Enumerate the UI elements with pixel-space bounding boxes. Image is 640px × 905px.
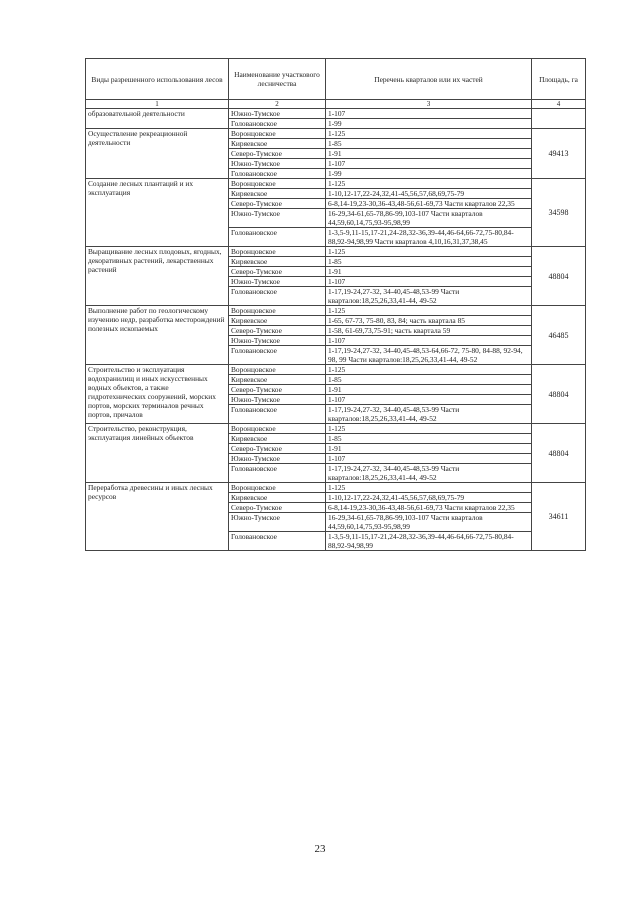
use-type-cell: Выполнение работ по геологическому изучению недр, разработка месторождений полезных ископаемых xyxy=(86,306,229,365)
district-cell: Киряевское xyxy=(229,434,326,444)
quarters-cell: 1-65, 67-73, 75-80, 83, 84; часть квартала 85 xyxy=(326,316,532,326)
table-row xyxy=(86,365,586,375)
use-type-cell: Строительство и эксплуатация водохранилищ и иных искусственных водных объектов, а также гидротехнических сооружений, морских портов, морских терминалов речных портов, причалов xyxy=(86,365,229,424)
table-row xyxy=(86,424,586,434)
table-row xyxy=(86,306,586,316)
column-number: 2 xyxy=(229,100,326,109)
quarters-cell: 1-125 xyxy=(326,247,532,257)
use-type-cell: образовательной деятельности xyxy=(86,109,229,129)
table-row xyxy=(86,247,586,257)
header-use-type: Виды разрешенного использования лесов xyxy=(86,59,229,100)
district-cell: Голованoвское xyxy=(229,532,326,551)
quarters-cell: 16-29,34-61,65-78,86-99,103-107 Части кварталов 44,59,60,14,75,93-95,98,99 xyxy=(326,513,532,532)
quarters-cell: 1-107 xyxy=(326,454,532,464)
district-cell: Киряевское xyxy=(229,316,326,326)
district-cell: Воронцовское xyxy=(229,365,326,375)
header-area: Площадь, га xyxy=(532,59,586,100)
district-cell: Южно-Тумское xyxy=(229,209,326,228)
quarters-cell: 1-107 xyxy=(326,336,532,346)
quarters-cell: 1-107 xyxy=(326,395,532,405)
district-cell: Воронцовское xyxy=(229,424,326,434)
district-cell: Южно-Тумское xyxy=(229,454,326,464)
district-cell: Южно-Тумское xyxy=(229,513,326,532)
area-cell xyxy=(532,109,586,129)
district-cell: Голованoвское xyxy=(229,169,326,179)
district-cell: Южно-Тумское xyxy=(229,336,326,346)
quarters-cell: 1-17,19-24,27-32, 34-40,45-48,53-99 Части кварталов:18,25,26,33,41-44, 49-52 xyxy=(326,405,532,424)
district-cell: Северо-Тумское xyxy=(229,199,326,209)
quarters-cell: 1-125 xyxy=(326,129,532,139)
page-number: 23 xyxy=(314,843,326,855)
district-cell: Южно-Тумское xyxy=(229,159,326,169)
use-type-cell: Осуществление рекреационной деятельности xyxy=(86,129,229,179)
district-cell: Воронцовское xyxy=(229,129,326,139)
district-cell: Воронцовское xyxy=(229,247,326,257)
table-row xyxy=(86,483,586,493)
district-cell: Воронцовское xyxy=(229,179,326,189)
quarters-cell: 6-8,14-19,23-30,36-43,48-56,61-69,73 Части кварталов 22,35 xyxy=(326,199,532,209)
district-cell: Южно-Тумское xyxy=(229,277,326,287)
quarters-cell: 1-125 xyxy=(326,483,532,493)
use-type-cell: Выращивание лесных плодовых, ягодных, декоративных растений, лекарственных растений xyxy=(86,247,229,306)
use-type-cell: Переработка древесины и иных лесных ресурсов xyxy=(86,483,229,551)
district-cell: Киряевское xyxy=(229,257,326,267)
district-cell: Южно-Тумское xyxy=(229,109,326,119)
district-cell: Киряевское xyxy=(229,139,326,149)
table-row xyxy=(86,109,586,119)
quarters-cell: 6-8,14-19,23-30,36-43,48-56,61-69,73 Части кварталов 22,35 xyxy=(326,503,532,513)
quarters-cell: 1-85 xyxy=(326,434,532,444)
quarters-cell: 1-125 xyxy=(326,306,532,316)
quarters-cell: 1-85 xyxy=(326,375,532,385)
table-row xyxy=(86,179,586,189)
district-cell: Северо-Тумское xyxy=(229,385,326,395)
quarters-cell: 16-29,34-61,65-78,86-99,103-107 Части кварталов 44,59,60,14,75,93-95,98,99 xyxy=(326,209,532,228)
area-cell: 48804 xyxy=(532,424,586,483)
area-cell: 48804 xyxy=(532,247,586,306)
quarters-cell: 1-91 xyxy=(326,267,532,277)
header-district: Наименование участкового лесничества xyxy=(229,59,326,100)
quarters-cell: 1-85 xyxy=(326,257,532,267)
table-header xyxy=(86,59,586,109)
district-cell: Киряевское xyxy=(229,493,326,503)
quarters-cell: 1-85 xyxy=(326,139,532,149)
table-row xyxy=(86,129,586,139)
quarters-cell: 1-17,19-24,27-32, 34-40,45-48,53-99 Части кварталов:18,25,26,33,41-44, 49-52 xyxy=(326,287,532,306)
quarters-cell: 1-3,5-9,11-15,17-21,24-28,32-36,39-44,46-64,66-72,75-80,84-88,92-94,98,99 Части кварталов 4,10,16,31,37,38,45 xyxy=(326,228,532,247)
area-cell: 48804 xyxy=(532,365,586,424)
quarters-cell: 1-107 xyxy=(326,159,532,169)
district-cell: Воронцовское xyxy=(229,483,326,493)
district-cell: Голованoвское xyxy=(229,228,326,247)
quarters-cell: 1-107 xyxy=(326,277,532,287)
district-cell: Киряевское xyxy=(229,189,326,199)
quarters-cell: 1-99 xyxy=(326,169,532,179)
quarters-cell: 1-125 xyxy=(326,179,532,189)
document-sheet xyxy=(85,58,585,551)
header-quarters: Перечень кварталов или их частей xyxy=(326,59,532,100)
district-cell: Голованoвское xyxy=(229,287,326,306)
area-cell: 34598 xyxy=(532,179,586,247)
quarters-cell: 1-10,12-17,22-24,32,41-45,56,57,68,69,75-79 xyxy=(326,493,532,503)
district-cell: Северо-Тумское xyxy=(229,326,326,336)
table-body xyxy=(86,109,586,551)
quarters-cell: 1-91 xyxy=(326,385,532,395)
district-cell: Южно-Тумское xyxy=(229,395,326,405)
column-number: 4 xyxy=(532,100,586,109)
quarters-cell: 1-17,19-24,27-32, 34-40,45-48,53-99 Части кварталов:18,25,26,33,41-44, 49-52 xyxy=(326,464,532,483)
quarters-cell: 1-91 xyxy=(326,444,532,454)
district-cell: Голованoвское xyxy=(229,346,326,365)
forest-use-table xyxy=(85,58,586,551)
area-cell: 34611 xyxy=(532,483,586,551)
quarters-cell: 1-125 xyxy=(326,365,532,375)
district-cell: Северо-Тумское xyxy=(229,444,326,454)
district-cell: Голованoвское xyxy=(229,405,326,424)
quarters-cell: 1-125 xyxy=(326,424,532,434)
column-number: 1 xyxy=(86,100,229,109)
column-numbers-row xyxy=(86,100,586,109)
district-cell: Воронцовское xyxy=(229,306,326,316)
district-cell: Северо-Тумское xyxy=(229,503,326,513)
district-cell: Северо-Тумское xyxy=(229,149,326,159)
quarters-cell: 1-58, 61-69,73,75-91; часть квартала 59 xyxy=(326,326,532,336)
area-cell: 46485 xyxy=(532,306,586,365)
use-type-cell: Создание лесных плантаций и их эксплуатация xyxy=(86,179,229,247)
quarters-cell: 1-99 xyxy=(326,119,532,129)
quarters-cell: 1-17,19-24,27-32, 34-40,45-48,53-64,66-72, 75-80, 84-88, 92-94, 98, 99 Части кварталов:18,25,26,33,41-44, 49-52 xyxy=(326,346,532,365)
district-cell: Северо-Тумское xyxy=(229,267,326,277)
district-cell: Киряевское xyxy=(229,375,326,385)
quarters-cell: 1-10,12-17,22-24,32,41-45,56,57,68,69,75-79 xyxy=(326,189,532,199)
use-type-cell: Строительство, реконструкция, эксплуатация линейных объектов xyxy=(86,424,229,483)
area-cell: 49413 xyxy=(532,129,586,179)
district-cell: Голованoвское xyxy=(229,464,326,483)
quarters-cell: 1-3,5-9,11-15,17-21,24-28,32-36,39-44,46-64,66-72,75-80,84-88,92-94,98,99 xyxy=(326,532,532,551)
district-cell: Голованoвское xyxy=(229,119,326,129)
quarters-cell: 1-91 xyxy=(326,149,532,159)
quarters-cell: 1-107 xyxy=(326,109,532,119)
column-number: 3 xyxy=(326,100,532,109)
